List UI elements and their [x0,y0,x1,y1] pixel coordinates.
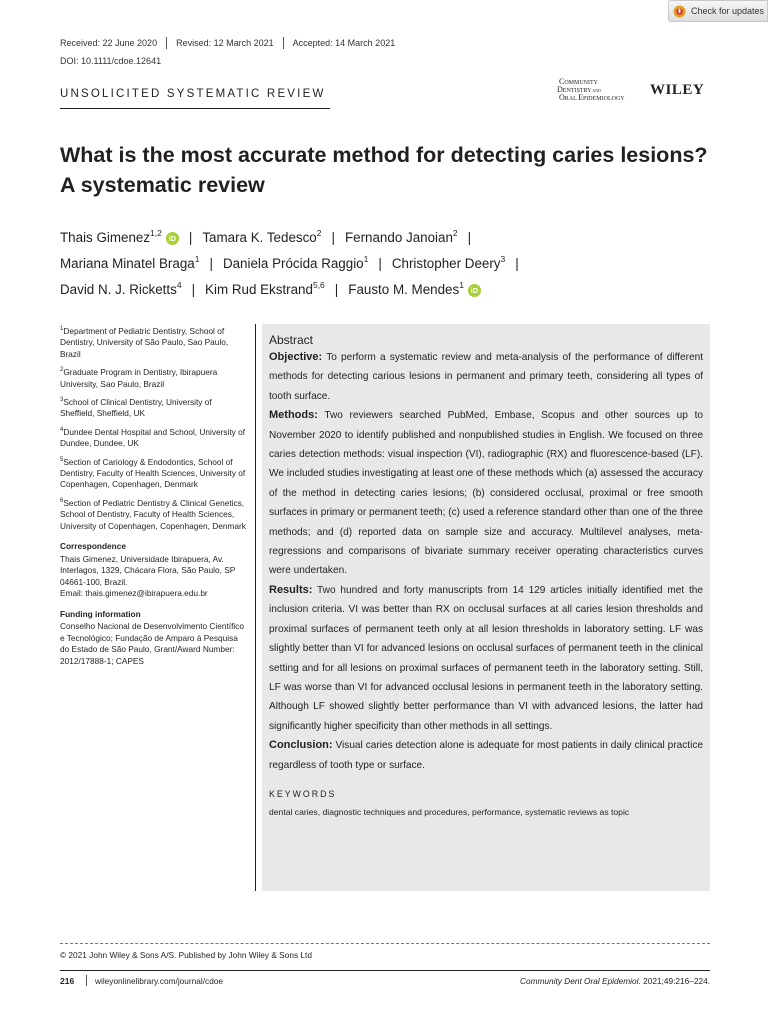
divider [166,37,167,49]
author-separator: | [334,282,339,297]
author-separator: | [209,256,213,271]
abstract-methods: Methods: Two reviewers searched PubMed, Embase, Scopus and other sources up to November 2020 to identify published and nonpublished studies in English. We focused on three caries detection methods: visual inspection (VI), radiographic (RX) and fluorescence-based (LF). We included studies investigating at least one of these methods which (a) assessed the accuracy of the method in detecting caries lesions; (b) considered occlusal, proximal or free smooth surfaces in primary or permanent teeth; (c) used a reference standard other than one of the three methods; and (d) reported data on sample size and accuracy. Multilevel analyses, meta-regressions and comparisons of bivariate summary receiver operating characteristics curves were undertaken. [269,409,703,577]
article-type-label: UNSOLICITED SYSTEMATIC REVIEW [60,88,326,100]
svg-text:COMMUNITY: COMMUNITY [559,77,599,86]
abstract-box [262,324,710,891]
footer-rule [60,970,710,971]
author-separator: | [467,230,472,245]
page-number: 216 [60,976,75,986]
affiliation: $^4$Dundee Dental Hospital and School, University of Dundee, Dundee, UK [60,426,246,449]
author-separator: | [188,230,193,245]
accepted-date: Accepted: 14 March 2021 [292,38,396,48]
author[interactable]: Mariana Minatel Braga$^1$ [60,253,200,271]
divider [86,975,87,986]
correspondence-address: Thais Gimenez, Universidade Ibirapuera, Av. Interlagos, 1329, Chácara Flora, São Paulo, SP 04661-100, Brazil. [60,553,236,587]
section-label-underline [60,108,330,109]
journal-citation: Community Dent Oral Epidemiol. 2021;49:216–224. [519,976,710,986]
author-separator: | [331,230,335,245]
author-line [60,251,740,277]
author[interactable]: Kim Rud Ekstrand$^{5,6}$ [205,279,325,297]
journal-url[interactable]: wileyonlinelibrary.com/journal/cdoe [95,976,224,986]
keywords-list: dental caries, diagnostic techniques and procedures, performance, systematic reviews as topic [269,806,630,817]
abstract-results: Results: Two hundred and forty manuscripts from 14 129 articles initially identified met the inclusion criteria. VI was better than RX on occlusal surfaces at all caries lesion thresholds and proximal surfaces of permanent teeth only at all lesion thresholds in laboratory setting. LF was slightly better than VI for advanced lesions on occlusal surfaces of permanent teeth in the clinical setting and for all lesions on proximal surfaces of permanent teeth in the laboratory setting. Still, LF was worse than VI for advanced occlusal lesions in permanent teeth in the laboratory setting. Although LF showed slightly better performance than VI with advanced lesions, the latter had significantly higher specificity than other methods in all settings. [269,583,704,732]
affiliation: $^2$Graduate Program in Dentistry, Ibirapuera University, Sao Paulo, Brazil [60,367,218,389]
article-title [60,140,720,200]
svg-text:ORAL EPIDEMIOLOGY: ORAL EPIDEMIOLOGY [559,93,625,102]
author-line [60,277,740,303]
received-date: Received: 22 June 2020 [60,38,158,48]
affiliation: $^5$Section of Cariology & Endodontics, School of Dentistry, Faculty of Health Sciences, University of Copenhagen, Copenhagen, Denmark [60,456,246,490]
orcid-icon[interactable]: iD [468,284,481,297]
abstract-left-rule [255,324,256,891]
journal-logo [557,76,642,102]
abstract-objective: Objective: To perform a systematic review and meta-analysis of the performance of different methods for detecting carious lesions in permanent and primary teeth, considering all types of tooth surface. [269,351,703,402]
affiliation: $^3$School of Clinical Dentistry, University of Sheffield, Sheffield, UK [60,396,212,419]
divider [283,37,284,49]
author[interactable]: Daniela Prócida Raggio$^1$ [222,253,369,271]
check-for-updates-badge[interactable] [668,0,768,22]
revised-date: Revised: 12 March 2021 [176,38,274,48]
footer-dashed-rule [60,943,710,944]
abstract-heading: Abstract [269,333,314,347]
article-info-column [60,324,248,667]
title-line-1: What is the most accurate method for detecting caries lesions? [60,143,708,167]
keywords-heading: KEYWORDS [269,788,337,799]
author-list [60,225,740,303]
title-line-2: A systematic review [60,173,265,197]
copyright-notice: © 2021 John Wiley & Sons A/S. Published by John Wiley & Sons Ltd [60,950,312,960]
correspondence-heading: Correspondence [60,541,126,552]
author[interactable]: Christopher Deery$^3$ [391,253,506,271]
author[interactable]: Thais Gimenez$^{1,2}$ [60,227,162,245]
doi-link[interactable]: DOI: 10.1111/cdoe.12641 [60,56,162,66]
author-separator: | [378,256,382,271]
author[interactable]: Tamara K. Tedesco$^2$ [202,227,322,245]
funding-text: Conselho Nacional de Desenvolvimento Científico e Tecnológico; Fundação de Amparo à Pesquisa do Estado de São Paulo, Grant/Award Number: 2012/17888-1; CAPES [60,621,245,666]
author-line [60,225,740,251]
author[interactable]: Fernando Janoian$^2$ [344,227,458,245]
publication-history [60,37,395,49]
author-separator: | [515,256,519,271]
orcid-icon[interactable]: iD [166,232,179,245]
correspondence-email[interactable]: Email: thais.gimenez@ibirapuera.edu.br [60,588,208,599]
abstract-conclusion: Conclusion: Visual caries detection alone is adequate for most patients in daily clinical practice regardless of tooth type or surface. [269,739,703,771]
funding-heading: Funding information [60,608,141,619]
author-separator: | [191,282,196,297]
author[interactable]: Fausto M. Mendes$^1$ [348,279,464,297]
check-for-updates-label: Check for updates [691,6,765,16]
publisher-logo: WILEY [650,82,705,98]
affiliation: $^1$Department of Pediatric Dentistry, School of Dentistry, University of São Paulo, Sao Paulo, Brazil [60,325,229,359]
check-updates-icon [673,5,686,18]
author[interactable]: David N. J. Ricketts$^4$ [60,279,182,297]
svg-text:DENTISTRY AND: DENTISTRY AND [557,85,601,94]
affiliation: $^6$Section of Pediatric Dentistry & Clinical Genetics, School of Dentistry, Faculty of Health Sciences, University of Copenhagen, Copenhagen, Denmark [60,497,246,531]
